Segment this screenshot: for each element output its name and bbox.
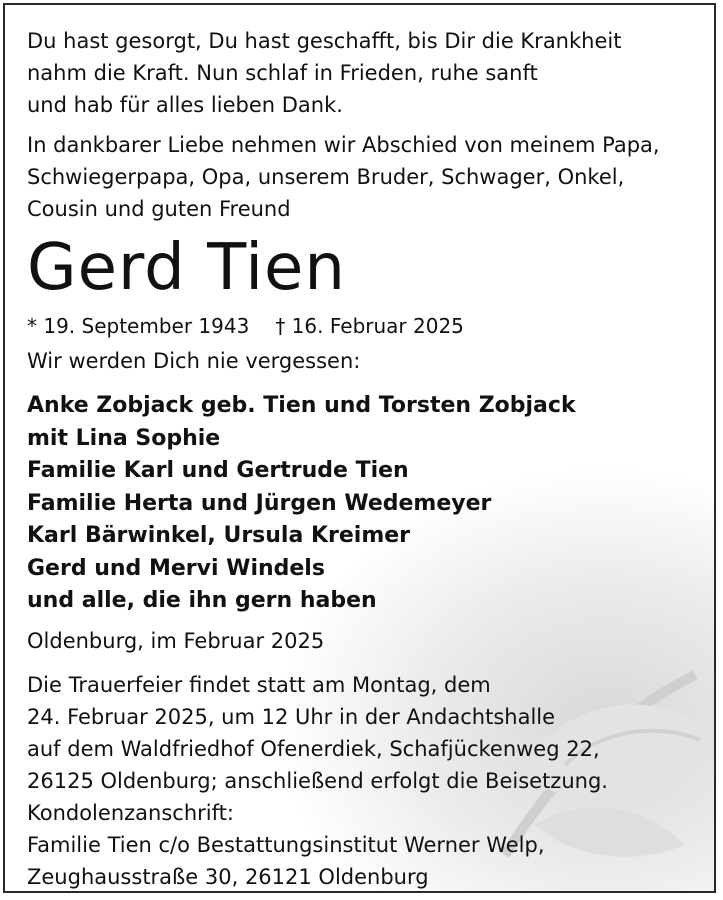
obituary-frame: [3, 3, 716, 893]
mourner-line: Karl Bärwinkel, Ursula Kreimer: [27, 523, 411, 548]
mourners: [27, 390, 700, 618]
funeral-line: 26125 Oldenburg; anschließend erfolgt die Beisetzung.: [27, 769, 608, 793]
mourner-line: Familie Herta und Jürgen Wedemeyer: [27, 490, 492, 516]
condolence-line: Zeughausstraße 30, 26121 Oldenburg: [27, 865, 429, 889]
verse-line: nahm die Kraft. Nun schlaf in Frieden, ruhe sanft: [27, 61, 538, 85]
funeral-line: auf dem Waldfriedhof Ofenerdiek, Schafjückenweg 22,: [27, 737, 600, 761]
condolence-address: [27, 797, 700, 893]
remember-line: Wir werden Dich nie vergessen:: [27, 349, 361, 373]
place-date: Oldenburg, im Februar 2025: [27, 629, 325, 653]
verse-line: Du hast gesorgt, Du hast geschafft, bis Dir die Krankheit: [27, 29, 622, 53]
intro-line: Cousin und guten Freund: [27, 197, 291, 221]
death-date: † 16. Februar 2025: [275, 314, 464, 338]
life-dates: [27, 311, 464, 341]
condolence-line: Familie Tien c/o Bestattungsinstitut Werner Welp,: [27, 833, 545, 857]
mourner-line: und alle, die ihn gern haben: [27, 588, 377, 613]
funeral-line: 24. Februar 2025, um 12 Uhr in der Andachtshalle: [27, 705, 556, 729]
intro: [27, 129, 700, 225]
verse: [27, 25, 700, 121]
funeral-info: [27, 669, 700, 797]
mourner-line: mit Lina Sophie: [27, 425, 221, 451]
birth-date: * 19. September 1943: [27, 314, 250, 338]
intro-line: In dankbarer Liebe nehmen wir Abschied von meinem Papa,: [27, 133, 660, 157]
funeral-line: Die Trauerfeier findet statt am Montag, dem: [27, 673, 491, 697]
condolence-line: Kondolenzanschrift:: [27, 801, 234, 825]
mourner-line: Familie Karl und Gertrude Tien: [27, 458, 409, 483]
intro-line: Schwiegerpapa, Opa, unserem Bruder, Schwager, Onkel,: [27, 165, 625, 189]
mourner-line: Anke Zobjack geb. Tien und Torsten Zobjack: [27, 393, 576, 418]
deceased-name: Gerd Tien: [27, 231, 346, 305]
verse-line: und hab für alles lieben Dank.: [27, 93, 343, 117]
mourner-line: Gerd und Mervi Windels: [27, 555, 325, 581]
